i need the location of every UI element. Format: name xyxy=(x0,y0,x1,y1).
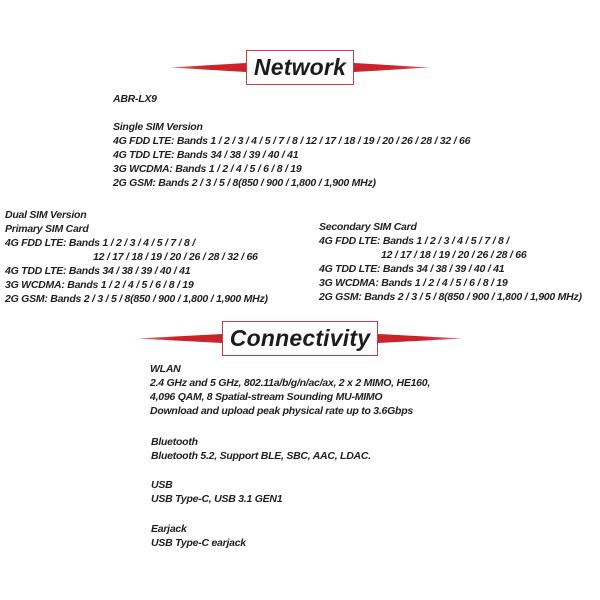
network-right-swoosh-decoration xyxy=(354,63,430,72)
network-left-swoosh-decoration xyxy=(170,63,246,72)
network-title-box xyxy=(246,50,354,85)
connectivity-left-swoosh-decoration xyxy=(137,334,222,343)
secondary-sim-fdd-lte-line2: 12 / 17 / 18 / 19 / 20 / 26 / 28 / 66 xyxy=(381,249,527,261)
single-sim-tdd-lte: 4G TDD LTE: Bands 34 / 38 / 39 / 40 / 41 xyxy=(113,149,299,161)
connectivity-section-title: Connectivity xyxy=(229,325,371,351)
model-name: ABR-LX9 xyxy=(113,93,157,105)
connectivity-title-box xyxy=(222,321,378,356)
primary-sim-fdd-lte-line2: 12 / 17 / 18 / 19 / 20 / 26 / 28 / 32 / 66 xyxy=(93,251,258,263)
secondary-sim-gsm: 2G GSM: Bands 2 / 3 / 5 / 8(850 / 900 / 1,800 / 1,900 MHz) xyxy=(319,291,582,303)
secondary-sim-heading: Secondary SIM Card xyxy=(319,221,417,233)
wlan-line2: 4,096 QAM, 8 Spatial-stream Sounding MU-MIMO xyxy=(150,391,383,403)
dual-sim-secondary-block xyxy=(319,220,582,304)
secondary-sim-fdd-lte-line1: 4G FDD LTE: Bands 1 / 2 / 3 / 4 / 5 / 7 / 8 / xyxy=(319,235,509,247)
single-sim-block xyxy=(113,120,470,190)
usb-line1: USB Type-C, USB 3.1 GEN1 xyxy=(151,493,283,505)
wlan-block xyxy=(150,362,430,418)
bluetooth-line1: Bluetooth 5.2, Support BLE, SBC, AAC, LDAC. xyxy=(151,450,371,462)
single-sim-heading: Single SIM Version xyxy=(113,121,203,133)
wlan-line1: 2.4 GHz and 5 GHz, 802.11a/b/g/n/ac/ax, 2 x 2 MIMO, HE160, xyxy=(150,377,431,389)
earjack-line1: USB Type-C earjack xyxy=(151,537,246,549)
earjack-heading: Earjack xyxy=(151,523,187,535)
secondary-sim-wcdma: 3G WCDMA: Bands 1 / 2 / 4 / 5 / 6 / 8 / 19 xyxy=(319,277,508,289)
single-sim-gsm: 2G GSM: Bands 2 / 3 / 5 / 8(850 / 900 / 1,800 / 1,900 MHz) xyxy=(113,177,376,189)
earjack-block xyxy=(151,522,246,550)
bluetooth-heading: Bluetooth xyxy=(151,436,198,448)
network-section-title: Network xyxy=(253,54,347,80)
primary-sim-fdd-lte-line1: 4G FDD LTE: Bands 1 / 2 / 3 / 4 / 5 / 7 / 8 / xyxy=(5,237,195,249)
primary-sim-heading: Primary SIM Card xyxy=(5,223,89,235)
usb-block xyxy=(151,478,282,506)
connectivity-right-swoosh-decoration xyxy=(378,334,463,343)
dual-sim-heading: Dual SIM Version xyxy=(5,209,87,221)
single-sim-wcdma: 3G WCDMA: Bands 1 / 2 / 4 / 5 / 6 / 8 / 19 xyxy=(113,163,302,175)
bluetooth-block xyxy=(151,435,371,463)
primary-sim-tdd-lte: 4G TDD LTE: Bands 34 / 38 / 39 / 40 / 41 xyxy=(5,265,191,277)
wlan-line3: Download and upload peak physical rate up to 3.6Gbps xyxy=(150,405,413,417)
primary-sim-gsm: 2G GSM: Bands 2 / 3 / 5 / 8(850 / 900 / 1,800 / 1,900 MHz) xyxy=(5,293,268,305)
single-sim-fdd-lte: 4G FDD LTE: Bands 1 / 2 / 3 / 4 / 5 / 7 / 8 / 12 / 17 / 18 / 19 / 20 / 26 / 28 / 32 / 66 xyxy=(113,135,471,147)
secondary-sim-tdd-lte: 4G TDD LTE: Bands 34 / 38 / 39 / 40 / 41 xyxy=(319,263,505,275)
usb-heading: USB xyxy=(151,479,173,491)
primary-sim-wcdma: 3G WCDMA: Bands 1 / 2 / 4 / 5 / 6 / 8 / 19 xyxy=(5,279,194,291)
wlan-heading: WLAN xyxy=(150,363,181,375)
network-section-header xyxy=(0,50,600,85)
connectivity-section-header xyxy=(0,321,600,356)
dual-sim-primary-block xyxy=(5,208,268,306)
